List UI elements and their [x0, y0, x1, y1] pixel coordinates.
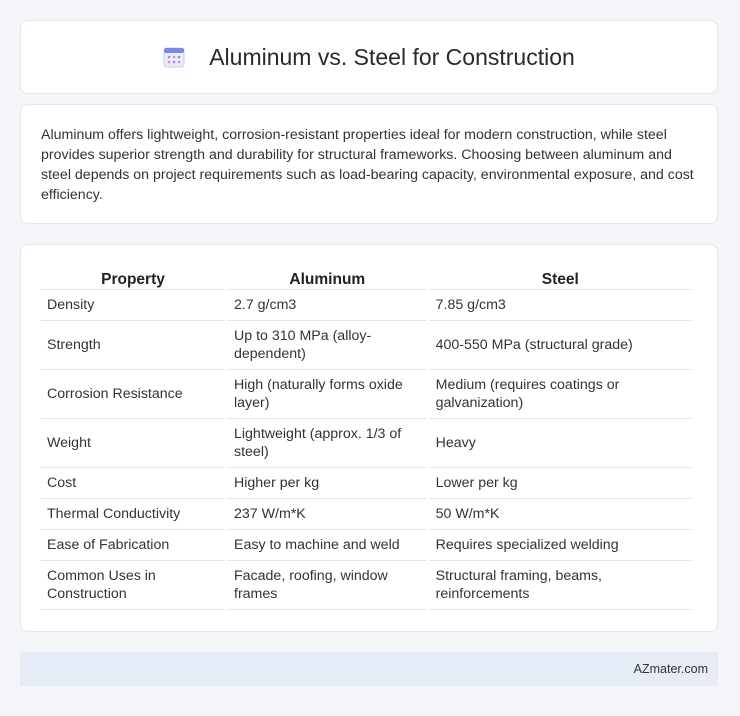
- cell-property: Strength: [41, 321, 225, 370]
- cell-steel: 50 W/m*K: [430, 499, 691, 530]
- intro-card: [20, 104, 718, 224]
- cell-aluminum: 237 W/m*K: [228, 499, 427, 530]
- calendar-grid-icon: [163, 46, 185, 68]
- table-row: [41, 290, 691, 321]
- footer-brand: AZmater.com: [633, 662, 708, 676]
- page-title: Aluminum vs. Steel for Construction: [209, 43, 575, 70]
- table-row: [41, 530, 691, 561]
- footer: [20, 652, 718, 686]
- cell-property: Cost: [41, 468, 225, 499]
- cell-steel: 400-550 MPa (structural grade): [430, 321, 691, 370]
- table-row: [41, 370, 691, 419]
- cell-aluminum: High (naturally forms oxide layer): [228, 370, 427, 419]
- cell-property: Density: [41, 290, 225, 321]
- header-aluminum: Aluminum: [228, 265, 427, 290]
- intro-paragraph: Aluminum offers lightweight, corrosion-resistant properties ideal for modern construction, while steel provides superior strength and durability for structural frameworks. Choosing between aluminum and steel depends on project requirements such as load-bearing capacity, environmental exposure, and cost efficiency.: [41, 127, 694, 203]
- cell-steel: Lower per kg: [430, 468, 691, 499]
- cell-steel: Medium (requires coatings or galvanization): [430, 370, 691, 419]
- cell-steel: Heavy: [430, 419, 691, 468]
- cell-aluminum: Lightweight (approx. 1/3 of steel): [228, 419, 427, 468]
- table-row: [41, 321, 691, 370]
- comparison-card: [20, 244, 718, 632]
- title-card: [20, 20, 718, 94]
- cell-aluminum: Easy to machine and weld: [228, 530, 427, 561]
- table-row: [41, 419, 691, 468]
- cell-steel: 7.85 g/cm3: [430, 290, 691, 321]
- cell-property: Weight: [41, 419, 225, 468]
- table-row: [41, 499, 691, 530]
- cell-property: Corrosion Resistance: [41, 370, 225, 419]
- cell-aluminum: Up to 310 MPa (alloy-dependent): [228, 321, 427, 370]
- header-steel: Steel: [430, 265, 691, 290]
- cell-property: Common Uses in Construction: [41, 561, 225, 610]
- cell-aluminum: Facade, roofing, window frames: [228, 561, 427, 610]
- cell-property: Ease of Fabrication: [41, 530, 225, 561]
- cell-steel: Requires specialized welding: [430, 530, 691, 561]
- cell-steel: Structural framing, beams, reinforcements: [430, 561, 691, 610]
- cell-aluminum: 2.7 g/cm3: [228, 290, 427, 321]
- table-row: [41, 468, 691, 499]
- table-row: [41, 561, 691, 610]
- cell-aluminum: Higher per kg: [228, 468, 427, 499]
- cell-property: Thermal Conductivity: [41, 499, 225, 530]
- table-header-row: [41, 265, 691, 290]
- header-property: Property: [41, 265, 225, 290]
- comparison-table: [38, 265, 694, 610]
